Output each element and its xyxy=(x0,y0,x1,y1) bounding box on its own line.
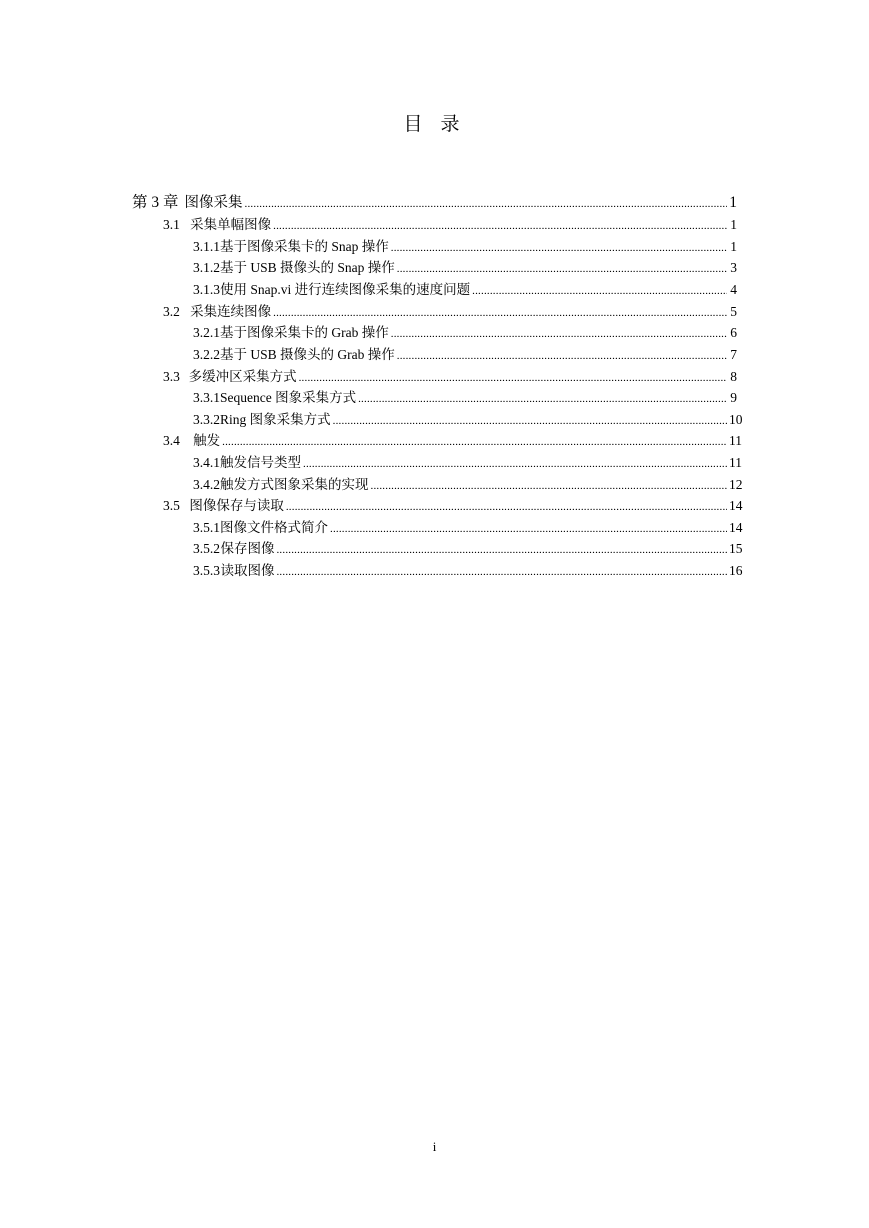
section-label: 多缓冲区采集方式 xyxy=(188,369,297,384)
toc-subsection-entry[interactable] xyxy=(193,518,743,539)
subsection-label: Sequence 图象采集方式 xyxy=(220,390,357,405)
section-page-number: 5 xyxy=(730,304,737,319)
toc-subsection-entry[interactable] xyxy=(193,258,737,279)
section-number: 3.3 xyxy=(163,369,180,384)
chapter-page-number: 1 xyxy=(729,194,737,211)
toc-title: 目 录 xyxy=(403,113,466,135)
section-label: 触发 xyxy=(193,433,221,448)
subsection-page-number: 11 xyxy=(729,455,742,470)
subsection-label: 基于 USB 摄像头的 Snap 操作 xyxy=(220,260,395,275)
dot-leader xyxy=(222,432,727,452)
dot-leader xyxy=(245,194,727,214)
subsection-label: 使用 Snap.vi 进行连续图像采集的速度问题 xyxy=(220,282,471,297)
dot-leader xyxy=(391,324,727,344)
chapter-number: 第 3 章 xyxy=(132,194,179,211)
subsection-page-number: 16 xyxy=(729,563,743,578)
subsection-number: 3.1.2 xyxy=(193,260,220,275)
toc-subsection-entry[interactable] xyxy=(193,388,737,409)
subsection-number: 3.4.2 xyxy=(193,477,220,492)
subsection-label: 基于图像采集卡的 Snap 操作 xyxy=(220,239,389,254)
chapter-label: 图像采集 xyxy=(184,195,243,211)
dot-leader xyxy=(303,454,727,474)
subsection-page-number: 6 xyxy=(730,325,737,340)
subsection-number: 3.3.2 xyxy=(193,412,220,427)
toc-subsection-entry[interactable] xyxy=(193,561,743,582)
toc-subsection-entry[interactable] xyxy=(193,237,737,258)
subsection-label: 保存图像 xyxy=(220,541,275,556)
section-label: 采集单幅图像 xyxy=(190,217,272,232)
subsection-page-number: 1 xyxy=(730,239,737,254)
section-page-number: 1 xyxy=(730,217,737,232)
subsection-label: 触发方式图象采集的实现 xyxy=(220,477,369,492)
section-number: 3.2 xyxy=(163,304,180,319)
toc-subsection-entry[interactable] xyxy=(193,345,737,366)
section-number: 3.4 xyxy=(163,433,180,448)
subsection-number: 3.4.1 xyxy=(193,455,220,470)
dot-leader xyxy=(358,389,727,409)
subsection-number: 3.5.2 xyxy=(193,541,220,556)
section-number: 3.1 xyxy=(163,217,180,232)
dot-leader xyxy=(397,259,727,279)
toc-section-entry[interactable] xyxy=(163,431,742,452)
dot-leader xyxy=(276,540,727,560)
subsection-page-number: 15 xyxy=(729,541,743,556)
subsection-number: 3.2.2 xyxy=(193,347,220,362)
section-page-number: 14 xyxy=(729,498,743,513)
toc-subsection-entry[interactable] xyxy=(193,475,743,496)
dot-leader xyxy=(276,562,727,582)
toc-chapter-entry[interactable] xyxy=(132,193,737,214)
subsection-page-number: 4 xyxy=(730,282,737,297)
subsection-page-number: 3 xyxy=(730,260,737,275)
dot-leader xyxy=(391,238,727,258)
toc-subsection-entry[interactable] xyxy=(193,280,737,301)
dot-leader xyxy=(273,216,727,236)
section-number: 3.5 xyxy=(163,498,180,513)
section-page-number: 11 xyxy=(728,433,742,448)
subsection-number: 3.1.1 xyxy=(193,239,220,254)
toc-subsection-entry[interactable] xyxy=(193,453,742,474)
subsection-page-number: 14 xyxy=(729,520,743,535)
dot-leader xyxy=(273,303,727,323)
subsection-label: 读取图像 xyxy=(220,563,275,578)
subsection-label: 触发信号类型 xyxy=(220,455,301,470)
subsection-number: 3.3.1 xyxy=(193,390,220,405)
page-footer-number: i xyxy=(432,1139,437,1154)
toc-subsection-entry[interactable] xyxy=(193,539,743,560)
toc-section-entry[interactable] xyxy=(163,302,737,323)
section-page-number: 8 xyxy=(730,369,737,384)
toc-section-entry[interactable] xyxy=(163,367,737,388)
section-label: 图像保存与读取 xyxy=(189,498,284,513)
subsection-label: 基于 USB 摄像头的 Grab 操作 xyxy=(220,347,395,362)
dot-leader xyxy=(286,497,727,517)
dot-leader xyxy=(333,411,727,431)
dot-leader xyxy=(299,368,727,388)
dot-leader xyxy=(330,519,727,539)
subsection-page-number: 9 xyxy=(730,390,737,405)
subsection-number: 3.1.3 xyxy=(193,282,220,297)
dot-leader xyxy=(397,346,727,366)
subsection-number: 3.2.1 xyxy=(193,325,220,340)
dot-leader xyxy=(472,281,727,301)
toc-subsection-entry[interactable] xyxy=(193,323,737,344)
subsection-number: 3.5.1 xyxy=(193,520,220,535)
subsection-number: 3.5.3 xyxy=(193,563,220,578)
subsection-label: 基于图像采集卡的 Grab 操作 xyxy=(220,325,389,340)
toc-subsection-entry[interactable] xyxy=(193,410,743,431)
subsection-label: Ring 图象采集方式 xyxy=(220,412,331,427)
dot-leader xyxy=(371,476,728,496)
toc-section-entry[interactable] xyxy=(163,215,737,236)
subsection-page-number: 10 xyxy=(729,412,743,427)
subsection-page-number: 12 xyxy=(729,477,743,492)
subsection-label: 图像文件格式简介 xyxy=(220,520,328,535)
section-label: 采集连续图像 xyxy=(190,304,272,319)
toc-section-entry[interactable] xyxy=(163,496,743,517)
subsection-page-number: 7 xyxy=(730,347,737,362)
